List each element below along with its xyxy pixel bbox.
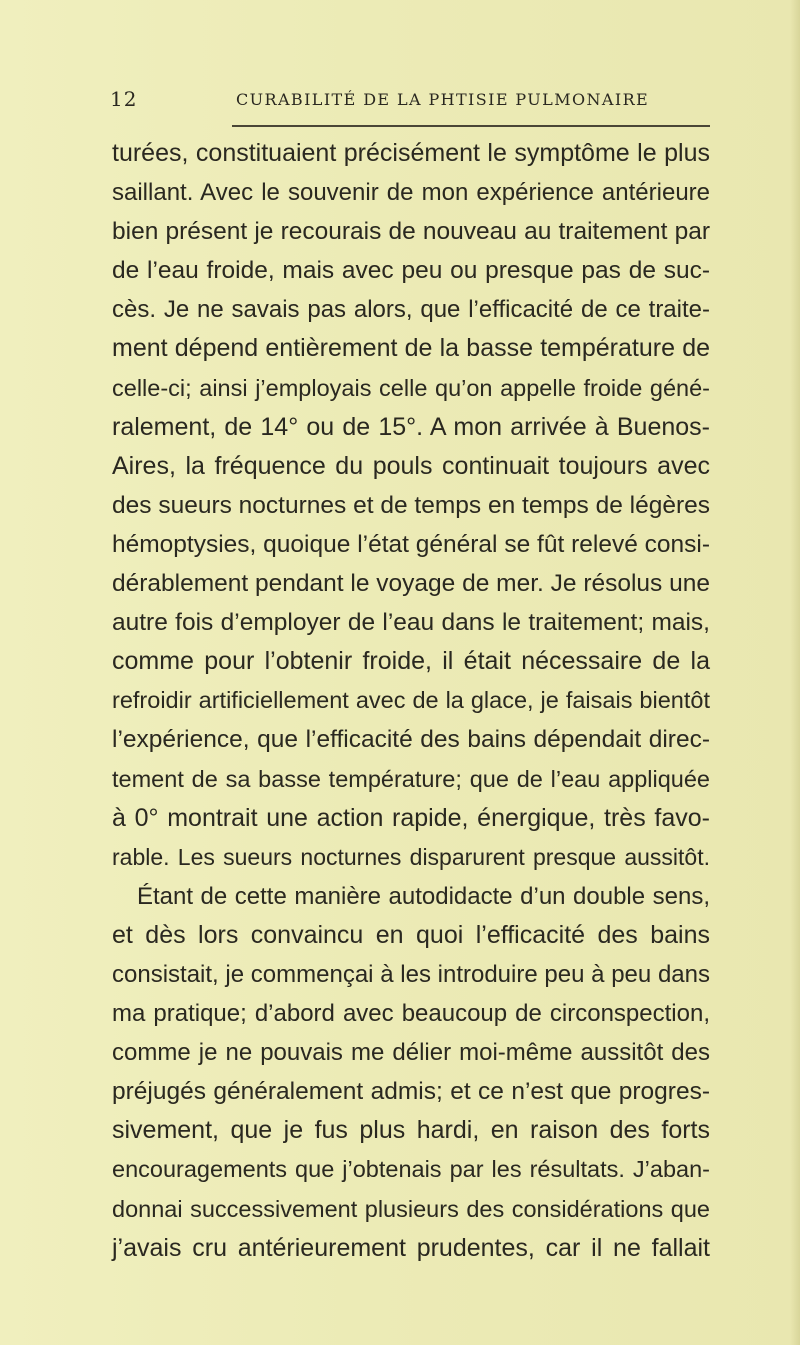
- text-line: j’avais cru antérieurement prudentes, car il ne fallait: [112, 1233, 710, 1262]
- text-line: celle-ci; ainsi j’employais celle qu’on appelle froide géné-: [112, 374, 710, 401]
- text-line: hémoptysies, quoique l’état général se fût relevé consi-: [112, 530, 710, 558]
- text-line: et dès lors convaincu en quoi l’efficacité des bains: [112, 920, 710, 949]
- text-line: donnai successivement plusieurs des considérations que: [112, 1195, 710, 1222]
- text-line: Aires, la fréquence du pouls continuait toujours avec: [112, 451, 710, 480]
- body-text: [112, 134, 710, 1268]
- text-line: cès. Je ne savais pas alors, que l’efficacité de ce traite-: [112, 296, 710, 324]
- header-rule: [232, 125, 710, 127]
- page-edge-shadow: [790, 0, 800, 1345]
- text-line: autre fois d’employer de l’eau dans le traitement; mais,: [112, 609, 710, 637]
- paragraph-start-line: Étant de cette manière autodidacte d’un double sens,: [137, 882, 710, 910]
- text-line: préjugés généralement admis; et ce n’est que progres-: [112, 1078, 710, 1106]
- text-line: turées, constituaient précisément le symptôme le plus: [112, 139, 710, 167]
- text-line: refroidir artificiellement avec de la glace, je faisais bientôt: [112, 687, 710, 714]
- text-line: saillant. Avec le souvenir de mon expérience antérieure: [112, 179, 710, 207]
- running-head: [110, 87, 710, 117]
- text-line: encouragements que j’obtenais par les résultats. J’aban-: [112, 1156, 710, 1183]
- text-line: bien présent je recourais de nouveau au traitement par: [112, 218, 710, 246]
- text-line: ment dépend entièrement de la basse température de: [112, 334, 710, 363]
- text-line: dérablement pendant le voyage de mer. Je résolus une: [112, 570, 710, 598]
- text-line: des sueurs nocturnes et de temps en temps de légères: [112, 491, 710, 519]
- text-line: comme je ne pouvais me délier moi-même aussitôt des: [112, 1039, 710, 1067]
- text-line: consistait, je commençai à les introduire peu à peu dans: [112, 960, 710, 988]
- text-line: tement de sa basse température; que de l’eau appliquée: [112, 765, 710, 792]
- text-line: sivement, que je fus plus hardi, en raison des forts: [112, 1116, 710, 1145]
- text-line: à 0° montrait une action rapide, énergique, très favo-: [112, 803, 710, 832]
- text-line: comme pour l’obtenir froide, il était nécessaire de la: [112, 647, 710, 676]
- text-line: ma pratique; d’abord avec beaucoup de circonspection,: [112, 1000, 710, 1028]
- text-line: rable. Les sueurs nocturnes disparurent presque aussitôt.: [112, 843, 710, 870]
- page-number: 12: [110, 87, 138, 111]
- text-line: l’expérience, que l’efficacité des bains dépendait direc-: [112, 726, 710, 754]
- running-title: CURABILITÉ DE LA PHTISIE PULMONAIRE: [236, 90, 650, 109]
- text-line: de l’eau froide, mais avec peu ou presque pas de suc-: [112, 257, 710, 285]
- text-line: ralement, de 14° ou de 15°. A mon arrivée à Buenos-: [112, 412, 710, 441]
